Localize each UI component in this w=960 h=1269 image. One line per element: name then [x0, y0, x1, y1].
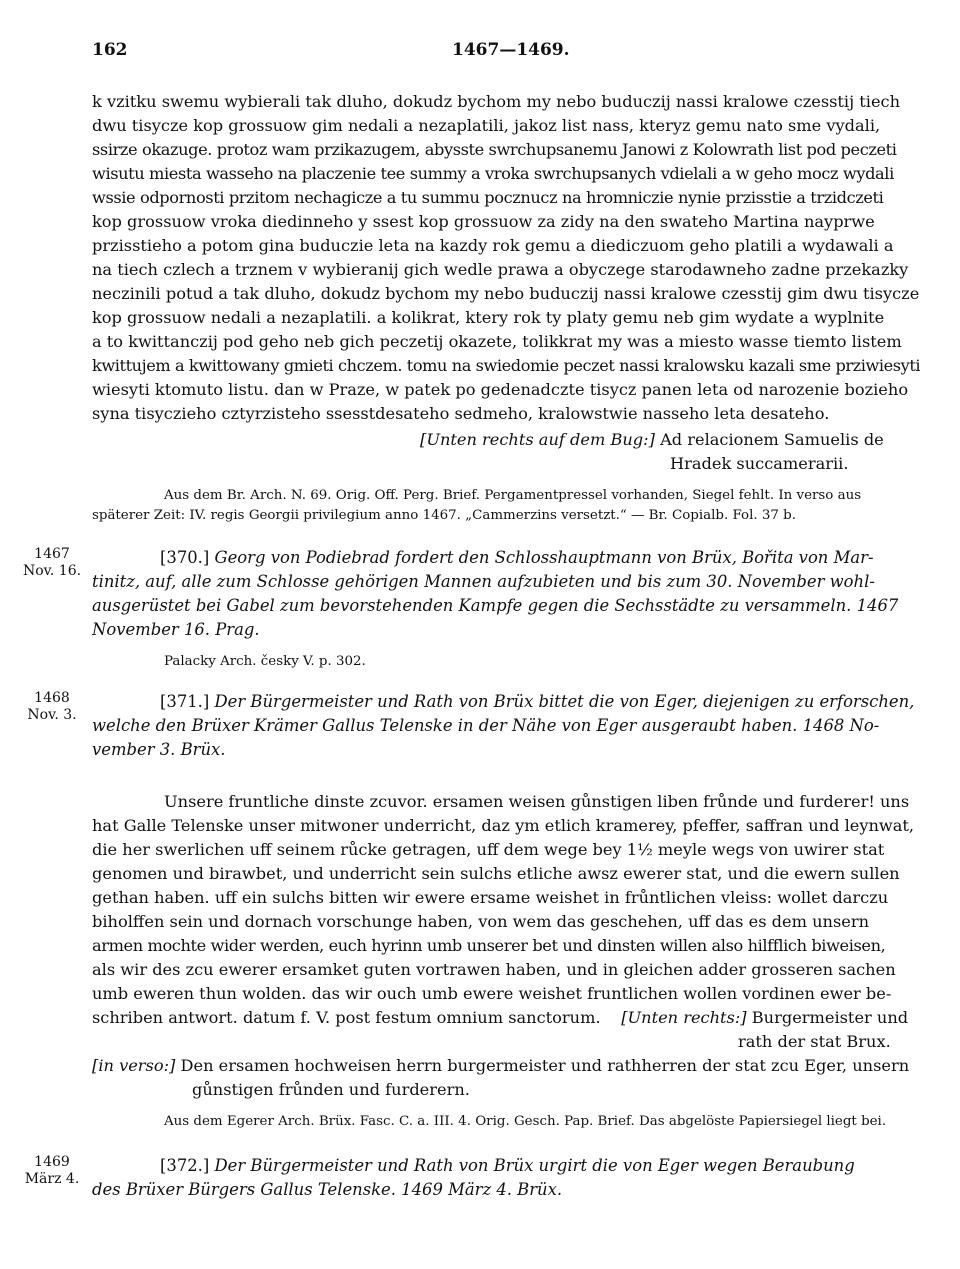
signature-note: [Unten rechts:]: [621, 1008, 747, 1027]
text-line: wisutu miesta wasseho na placzenie tee summy a vroka swrchupsanych vdielali a w geho mocz wydali: [92, 164, 894, 183]
text-line: die her swerlichen uff seinem růcke getragen, uff dem wege bey 1½ meyle wegs von uwirer stat: [92, 840, 885, 859]
text-line: gethan haben. uff ein sulchs bitten wir ewere ersame weishet in frůntlichen vleiss: wollet darczu: [92, 888, 889, 907]
margin-date-371: [22, 690, 82, 724]
text-line: na tiech czlech a trznem v wybieranij gich wedle prawa a obyczege starodawneho zadne przekazky: [92, 260, 909, 279]
entry-370-heading: [92, 546, 920, 642]
verso-text: Den ersamen hochweisen herrn burgermeister und rathherren der stat zcu Eger, unsern: [180, 1056, 910, 1075]
text-line: wssie odpornosti przitom nechagicze a tu summu pocznucz na hromniczie nynie przisstie a trzidczeti: [92, 188, 884, 207]
entry-number: [372.]: [160, 1156, 210, 1175]
verso-address: [92, 1054, 920, 1102]
source-line: Aus dem Br. Arch. N. 69. Orig. Off. Perg. Brief. Pergamentpressel vorhanden, Siegel fehlt. In verso aus: [164, 488, 862, 503]
page-years: 1467—1469.: [452, 40, 570, 60]
entry-371-source: Aus dem Egerer Arch. Brüx. Fasc. C. a. III. 4. Orig. Gesch. Pap. Brief. Das abgelöste Papiersiegel liegt bei.: [164, 1114, 887, 1129]
signature-line-2: Hradek succamerarii.: [670, 454, 849, 473]
source-note: [92, 486, 920, 526]
signature-line-2: rath der stat Brux.: [738, 1032, 891, 1051]
text-line: gůnstigen frůnden und furderern.: [192, 1080, 470, 1099]
source-line: späterer Zeit: IV. regis Georgii privilegium anno 1467. „Cammerzins versetzt.“ — Br. Copialb. Fol. 37 b.: [92, 508, 796, 523]
margin-day: Nov. 3.: [27, 707, 77, 723]
margin-year: 1468: [34, 690, 70, 706]
entry-number: [371.]: [160, 692, 210, 711]
margin-day: Nov. 16.: [22, 563, 82, 579]
signature-block: [420, 428, 884, 452]
text-line: genomen und birawbet, und underricht sein sulchs etliche awsz ewerer stat, und die ewern sullen: [92, 864, 900, 883]
signature-note: [Unten rechts auf dem Bug:]: [420, 430, 655, 449]
entry-number: [370.]: [160, 548, 210, 567]
text-line: Unsere fruntliche dinste zcuvor. ersamen weisen gůnstigen liben frůnde und furderer! uns: [164, 792, 910, 811]
heading-line: vember 3. Brüx.: [92, 740, 226, 759]
heading-line: November 16. Prag.: [92, 620, 260, 639]
heading-line: [92, 690, 920, 714]
text-line: dwu tisycze kop grossuow gim nedali a nezaplatili, jakoz list nass, kteryz gemu nato sme vydali,: [92, 116, 881, 135]
text-line: [92, 1006, 920, 1030]
text-line: kop grossuow nedali a nezaplatili. a kolikrat, ktery rok ty platy gemu neb gim wydate a wyplnite: [92, 308, 885, 327]
text-line: kop grossuow vroka diedinneho y ssest kop grossuow za zidy na den swateho Martina nayprwe: [92, 212, 875, 231]
text-line: umb eweren thun wolden. das wir ouch umb ewere weishet fruntlichen wollen vordinen ewer be-: [92, 984, 892, 1003]
entry-370-source: Palacky Arch. česky V. p. 302.: [164, 654, 366, 669]
text-line: neczinili potud a tak dluho, dokudz bychom my nebo buduczij nassi kralowe czesstij gim dwu tisycze: [92, 284, 920, 303]
text-line: kwittujem a kwittowany gmieti chczem. tomu na swiedomie peczet nassi kralowsku kazali sme prziwiesyti: [92, 356, 920, 375]
margin-year: 1469: [34, 1154, 70, 1170]
heading-text: Der Bürgermeister und Rath von Brüx bittet die von Eger, diejenigen zu erforschen,: [214, 692, 915, 711]
heading-text: Der Bürgermeister und Rath von Brüx urgirt die von Eger wegen Beraubung: [214, 1156, 855, 1175]
heading-line: [92, 1154, 920, 1178]
signature-line: Burgermeister und: [751, 1008, 909, 1027]
text-line: als wir des zcu ewerer ersamket guten vortrawen haben, und in gleichen adder grosseren sachen: [92, 960, 896, 979]
page-number: 162: [92, 40, 128, 60]
entry-371-heading: [92, 690, 920, 762]
text-line: syna tisyczieho cztyrzisteho ssesstdesateho sedmeho, kralowstwie nasseho leta desateho.: [92, 404, 830, 423]
text-line: wiesyti ktomuto listu. dan w Praze, w patek po gedenadczte tisycz panen leta od narozenie bozieho: [92, 380, 909, 399]
margin-date-372: [22, 1154, 82, 1188]
margin-year: 1467: [34, 546, 70, 562]
text-line: przisstieho a potom gina buduczie leta na kazdy rok gemu a diediczuom geho platili a wydawali a: [92, 236, 894, 255]
margin-day: März 4.: [24, 1171, 80, 1187]
margin-date-370: [22, 546, 82, 580]
entry-372-heading: [92, 1154, 920, 1202]
text-line: armen mochte wider werden, euch hyrinn umb unserer bet und dinsten willen also hilfflich biweisen,: [92, 936, 886, 955]
text-line: hat Galle Telenske unser mitwoner underricht, daz ym etlich kramerey, pfeffer, saffran und leynwat,: [92, 816, 915, 835]
text-line: k vzitku swemu wybierali tak dluho, dokudz bychom my nebo buduczij nassi kralowe czesstij tiech: [92, 92, 901, 111]
heading-line: [92, 546, 920, 570]
heading-text: Georg von Podiebrad fordert den Schlosshauptmann von Brüx, Bořita von Mar-: [214, 548, 874, 567]
heading-line: welche den Brüxer Krämer Gallus Telenske in der Nähe von Eger ausgeraubt haben. 1468 No-: [92, 716, 880, 735]
text-line: [92, 1054, 920, 1078]
heading-line: tinitz, auf, alle zum Schlosse gehörigen Mannen aufzubieten und bis zum 30. November wohl-: [92, 572, 875, 591]
text-line: ssirze okazuge. protoz wam przikazugem, abysste swrchupsanemu Janowi z Kolowrath list pod peczeti: [92, 140, 897, 159]
signature-line: Ad relacionem Samuelis de: [660, 430, 884, 449]
continuation-text: [92, 90, 920, 426]
heading-line: des Brüxer Bürgers Gallus Telenske. 1469 März 4. Brüx.: [92, 1180, 563, 1199]
entry-371-letter: [92, 790, 920, 1030]
verso-note: [in verso:]: [92, 1056, 176, 1075]
text-fragment: schriben antwort. datum f. V. post festum omnium sanctorum.: [92, 1008, 601, 1027]
text-line: a to kwittanczij pod geho neb gich peczetij okazete, tolikkrat my was a miesto wasse tiemto listem: [92, 332, 902, 351]
text-line: biholffen sein und dornach vorschunge haben, von wem das geschehen, uff das es dem unsern: [92, 912, 869, 931]
heading-line: ausgerüstet bei Gabel zum bevorstehenden Kampfe gegen die Sechsstädte zu versammeln. 1467: [92, 596, 899, 615]
